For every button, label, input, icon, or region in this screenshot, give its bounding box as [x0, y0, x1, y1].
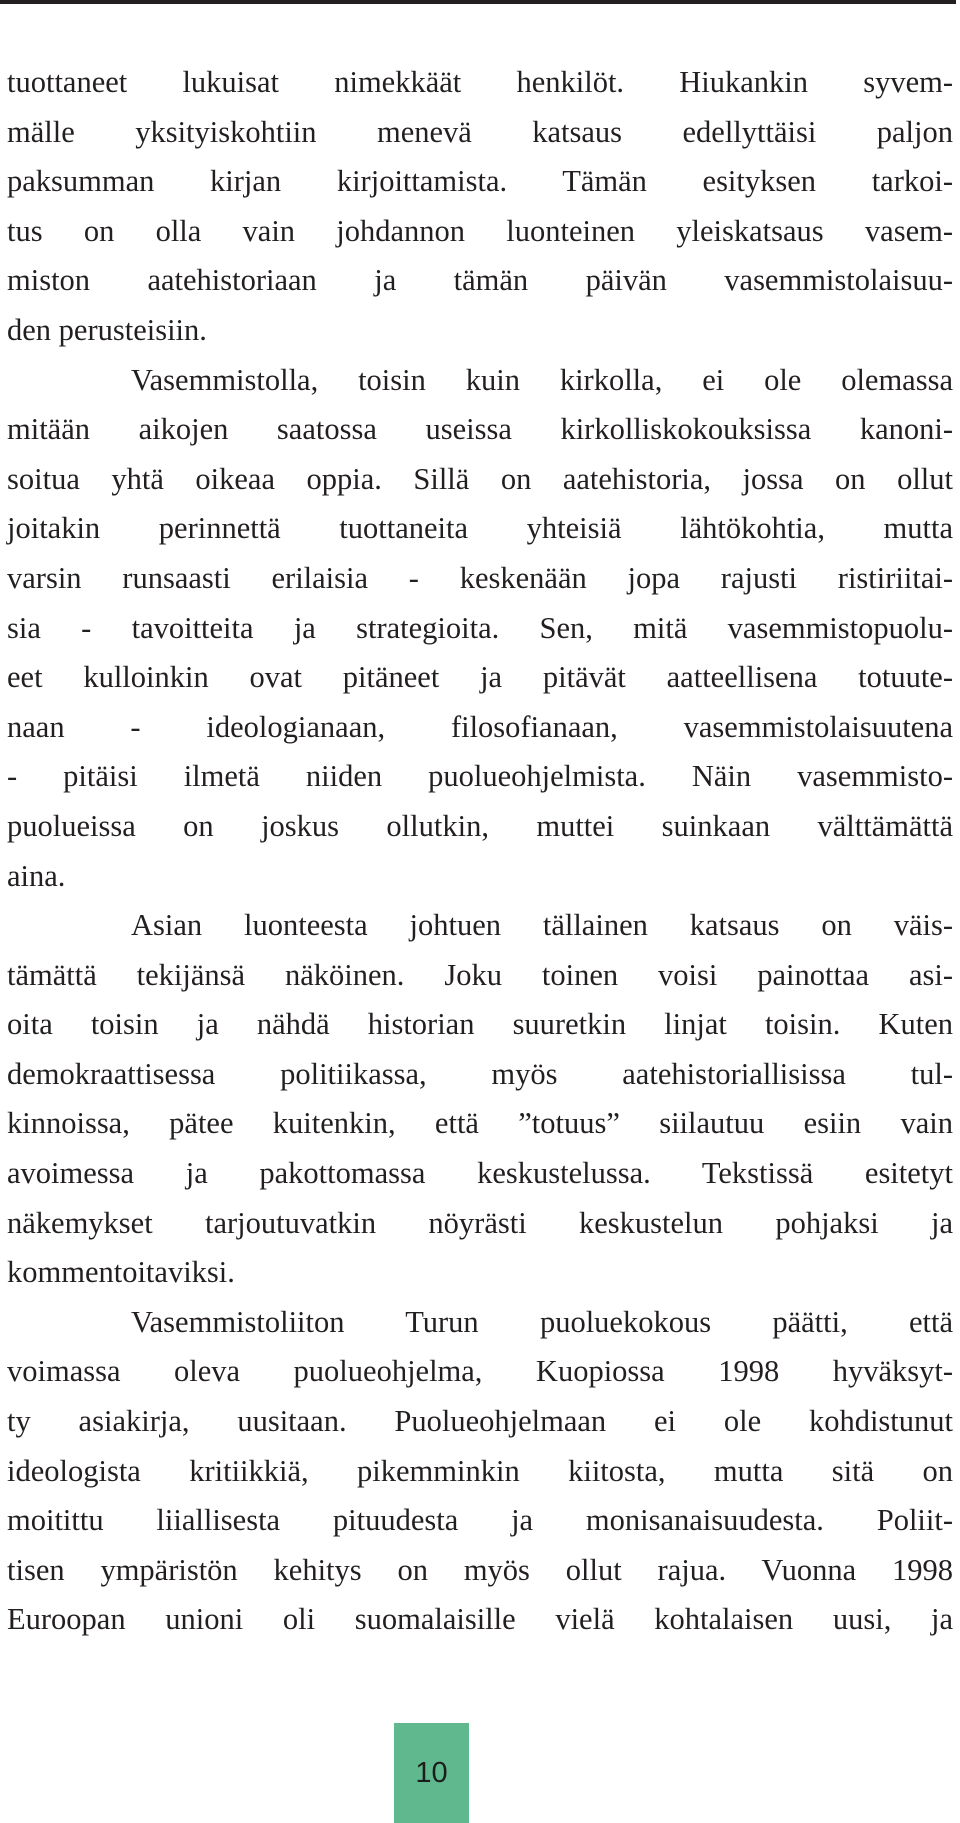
text-line: naan - ideologianaan, filosofianaan, vasemmistolaisuutena — [7, 709, 953, 744]
text-line: sia - tavoitteita ja strategioita. Sen, mitä vasemmistopuolu- — [7, 610, 953, 645]
text-line: Asian luonteesta johtuen tällainen katsaus on väis- — [131, 908, 953, 943]
text-line: Vasemmistoliiton Turun puoluekokous päätti, että — [131, 1304, 953, 1339]
body-text — [7, 58, 953, 1645]
text-line: eet kulloinkin ovat pitäneet ja pitävät aatteellisena totuute- — [7, 660, 953, 695]
text-line: ideologista kritiikkiä, pikemminkin kiitosta, mutta sitä on — [7, 1453, 953, 1488]
page-number: 10 — [415, 1756, 448, 1789]
text-line: mälle yksityiskohtiin menevä katsaus edellyttäisi paljon — [7, 114, 953, 149]
page-number-box — [394, 1723, 469, 1823]
text-line: Vasemmistolla, toisin kuin kirkolla, ei ole olemassa — [131, 362, 953, 397]
text-line: kommentoitaviksi. — [7, 1255, 235, 1290]
text-line: puolueissa on joskus ollutkin, muttei suinkaan välttämättä — [7, 808, 953, 843]
text-line: tuottaneet lukuisat nimekkäät henkilöt. Hiukankin syvem- — [7, 65, 953, 99]
text-line: den perusteisiin. — [7, 312, 207, 347]
text-line: - pitäisi ilmetä niiden puolueohjelmista. Näin vasemmisto- — [7, 759, 953, 794]
text-line: paksumman kirjan kirjoittamista. Tämän esityksen tarkoi- — [7, 164, 953, 199]
header-rule — [0, 0, 956, 4]
text-line: soitua yhtä oikeaa oppia. Sillä on aatehistoria, jossa on ollut — [7, 461, 953, 496]
text-line: kinnoissa, pätee kuitenkin, että ”totuus” siilautuu esiin vain — [7, 1106, 953, 1141]
text-line: voimassa oleva puolueohjelma, Kuopiossa 1998 hyväksyt- — [7, 1354, 953, 1389]
text-line: avoimessa ja pakottomassa keskustelussa. Tekstissä esitetyt — [7, 1156, 953, 1191]
text-line: tisen ympäristön kehitys on myös ollut rajua. Vuonna 1998 — [7, 1552, 953, 1587]
text-line: moitittu liiallisesta pituudesta ja monisanaisuudesta. Poliit- — [7, 1503, 953, 1538]
text-line: oita toisin ja nähdä historian suuretkin linjat toisin. Kuten — [7, 1007, 953, 1042]
text-line: miston aatehistoriaan ja tämän päivän vasemmistolaisuu- — [7, 263, 953, 298]
text-line: tämättä tekijänsä näköinen. Joku toinen voisi painottaa asi- — [7, 957, 953, 992]
text-line: Euroopan unioni oli suomalaisille vielä kohtalaisen uusi, ja — [7, 1602, 953, 1637]
text-line: joitakin perinnettä tuottaneita yhteisiä lähtökohtia, mutta — [7, 511, 953, 546]
text-line: aina. — [7, 858, 66, 893]
text-line: demokraattisessa politiikassa, myös aatehistoriallisissa tul- — [7, 1056, 953, 1091]
text-line: näkemykset tarjoutuvatkin nöyrästi keskustelun pohjaksi ja — [7, 1205, 953, 1240]
text-line: mitään aikojen saatossa useissa kirkolliskokouksissa kanoni- — [7, 412, 953, 447]
text-line: varsin runsaasti erilaisia - keskenään jopa rajusti ristiriitai- — [7, 560, 953, 595]
text-line: tus on olla vain johdannon luonteinen yleiskatsaus vasem- — [7, 213, 953, 248]
text-line: ty asiakirja, uusitaan. Puolueohjelmaan ei ole kohdistunut — [7, 1404, 953, 1439]
